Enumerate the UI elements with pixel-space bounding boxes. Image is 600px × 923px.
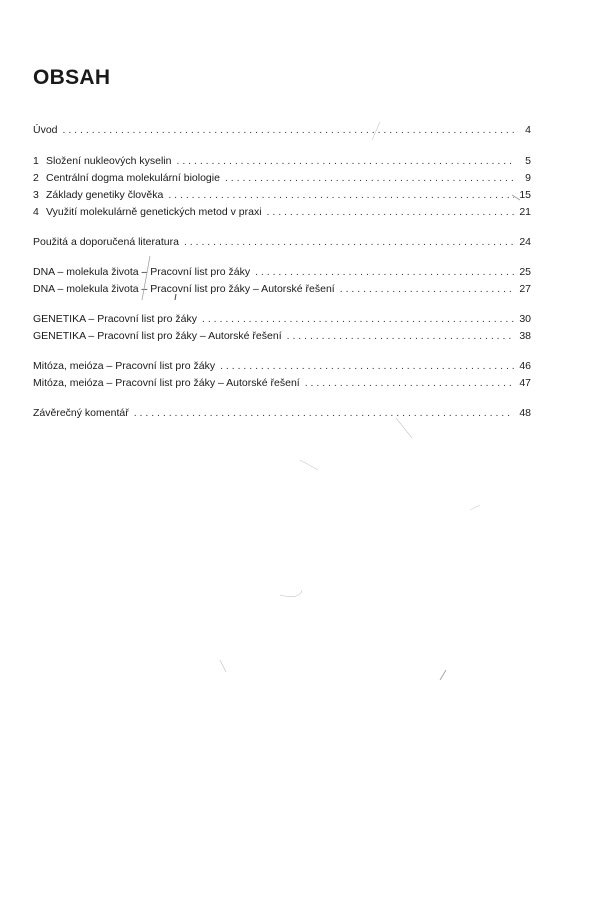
toc-entry-chapter-4[interactable]: [33, 206, 531, 219]
table-of-contents: [33, 124, 531, 420]
toc-entry-chapter-2[interactable]: [33, 172, 531, 185]
toc-entry-label: Centrální dogma molekulární biologie: [46, 172, 220, 184]
toc-entry-label: Úvod: [33, 124, 58, 136]
toc-entry-chapter-3[interactable]: [33, 189, 531, 202]
toc-leader-dots: [267, 206, 514, 219]
toc-entry-label: Mitóza, meióza – Pracovní list pro žáky: [33, 360, 216, 372]
toc-leader-dots: [168, 189, 514, 202]
toc-entry-label: GENETIKA – Pracovní list pro žáky – Autorské řešení: [33, 330, 282, 342]
toc-leader-dots: [176, 155, 514, 168]
toc-entry-label: GENETIKA – Pracovní list pro žáky: [33, 313, 197, 325]
toc-page-number: 38: [519, 330, 531, 342]
toc-page-number: 21: [519, 206, 531, 218]
toc-entry-literature[interactable]: [33, 236, 531, 249]
toc-leader-dots: [63, 124, 514, 137]
toc-page-number: 27: [519, 283, 531, 295]
toc-entry-mitoza-solution[interactable]: [33, 377, 531, 390]
toc-leader-dots: [305, 377, 514, 390]
toc-leader-dots: [220, 360, 514, 373]
toc-entry-label: Mitóza, meióza – Pracovní list pro žáky – Autorské řešení: [33, 377, 300, 389]
toc-page-number: 9: [525, 172, 531, 184]
toc-leader-dots: [340, 283, 514, 296]
toc-entry-genetika-worksheet[interactable]: [33, 313, 531, 326]
toc-entry-dna-worksheet[interactable]: [33, 266, 531, 279]
toc-entry-closing[interactable]: [33, 407, 531, 420]
page-title: OBSAH: [33, 66, 111, 89]
toc-leader-dots: [134, 407, 514, 420]
toc-page-number: 15: [519, 189, 531, 201]
toc-leader-dots: [202, 313, 514, 326]
toc-entry-intro[interactable]: [33, 124, 531, 137]
toc-leader-dots: [225, 172, 514, 185]
toc-chapter-number: 3: [33, 189, 39, 201]
toc-page-number: 47: [519, 377, 531, 389]
toc-entry-label: Závěrečný komentář: [33, 407, 129, 419]
toc-page-number: 30: [519, 313, 531, 325]
toc-page-number: 24: [519, 236, 531, 248]
toc-leader-dots: [287, 330, 514, 343]
toc-entry-mitoza-worksheet[interactable]: [33, 360, 531, 373]
toc-chapter-number: 4: [33, 206, 39, 218]
toc-page-number: 48: [519, 407, 531, 419]
toc-entry-label: Základy genetiky člověka: [46, 189, 164, 201]
toc-entry-genetika-solution[interactable]: [33, 330, 531, 343]
toc-leader-dots: [184, 236, 514, 249]
toc-entry-label: Složení nukleových kyselin: [46, 155, 172, 167]
toc-chapter-number: 1: [33, 155, 39, 167]
toc-entry-chapter-1[interactable]: [33, 155, 531, 168]
toc-entry-label: Využití molekulárně genetických metod v praxi: [46, 206, 262, 218]
toc-page-number: 25: [519, 266, 531, 278]
toc-page-number: 5: [525, 155, 531, 167]
toc-entry-label: DNA – molekula života – Pracovní list pro žáky: [33, 266, 251, 278]
toc-page-number: 4: [525, 124, 531, 136]
toc-entry-label: DNA – molekula života – Pracovní list pro žáky – Autorské řešení: [33, 283, 335, 295]
toc-leader-dots: [255, 266, 514, 279]
toc-entry-dna-solution[interactable]: [33, 283, 531, 296]
toc-entry-label: Použitá a doporučená literatura: [33, 236, 179, 248]
toc-chapter-number: 2: [33, 172, 39, 184]
toc-page-number: 46: [519, 360, 531, 372]
